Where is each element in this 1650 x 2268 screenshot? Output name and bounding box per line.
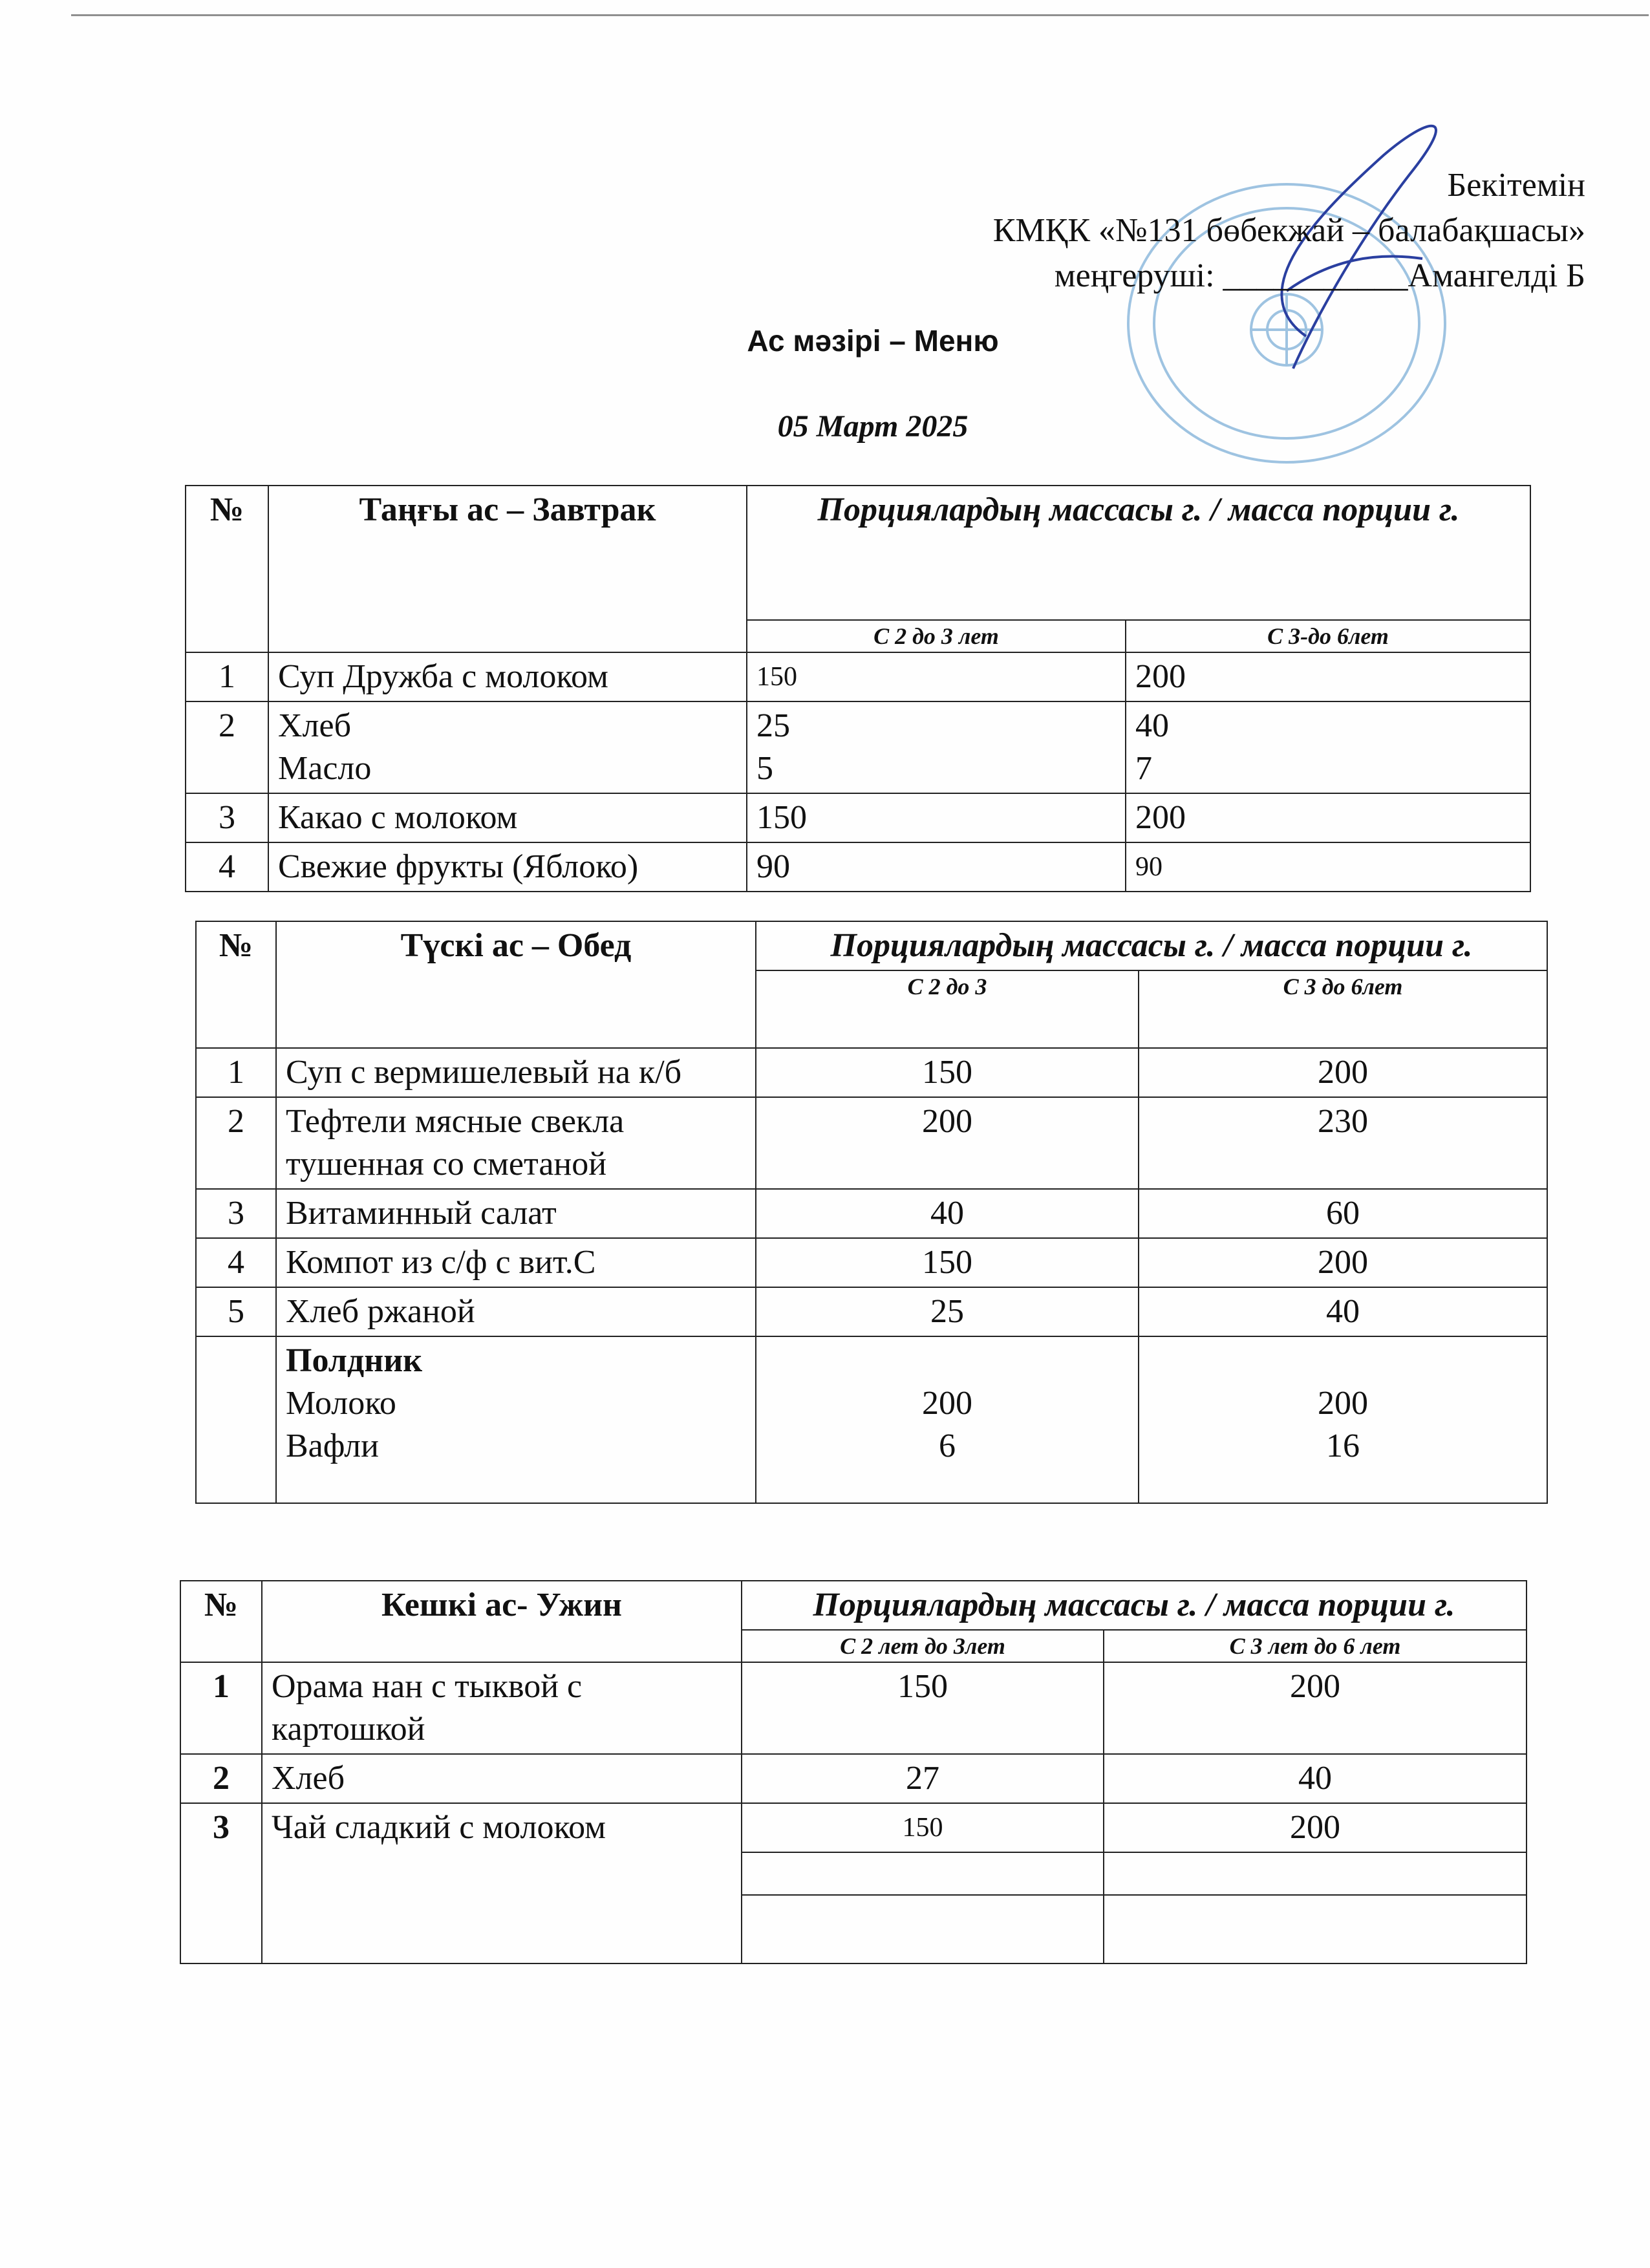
dish-name: Суп Дружба с молоком [268,652,747,701]
portion-age2: 40 [1104,1754,1527,1803]
col-mass: Порциялардың массасы г. / масса порции г. [747,486,1530,620]
col-mass: Порциялардың массасы г. / масса порции г. [742,1581,1527,1630]
row-number: 1 [196,1048,276,1097]
row-number: 3 [180,1803,262,1963]
portion-age1: 27 [742,1754,1104,1803]
portion-age2 [1126,701,1530,793]
portion-value: 16 [1326,1428,1360,1464]
table-row [180,1754,1527,1803]
portion-value: 25 [756,707,790,744]
dish-name: Свежие фрукты (Яблоко) [268,842,747,892]
portion-age1: 25 [756,1287,1139,1336]
dish-name-line: Хлеб [278,707,352,744]
dish-name: Тефтели мясные свекла тушенная со сметаной [276,1097,756,1189]
row-number: 5 [196,1287,276,1336]
row-number-empty [196,1336,276,1503]
table-row [196,1287,1547,1336]
table-row [196,1097,1547,1189]
portion-value: 5 [756,750,773,787]
portion-age1: 40 [756,1189,1139,1238]
dinner-table [180,1580,1527,1964]
subheader-age2: С 3 до 6лет [1139,970,1547,1048]
portion-age2: 200 [1104,1662,1527,1754]
portion-age1: 90 [747,842,1126,892]
dish-name: Какао с молоком [268,793,747,842]
row-number: 1 [180,1662,262,1754]
menu-date: 05 Март 2025 [777,409,969,444]
row-number: 4 [186,842,268,892]
subheader-age1: С 2 до 3 лет [747,620,1126,652]
portion-age2: 230 [1139,1097,1547,1189]
portion-age1 [756,1336,1139,1503]
table-row [180,1803,1527,1852]
breakfast-table [185,485,1531,892]
portion-age2: 200 [1126,793,1530,842]
subheader-age1: С 2 до 3 [756,970,1139,1048]
snack-title: Полдник [286,1342,423,1379]
portion-age1: 150 [756,1238,1139,1287]
portion-value: 7 [1135,750,1152,787]
portion-age1: 150 [747,793,1126,842]
portion-age1: 150 [756,1048,1139,1097]
col-number: № [180,1581,262,1662]
page-title: Ас мәзірі – Меню [747,324,999,358]
table-row [196,1048,1547,1097]
table-row [186,793,1530,842]
portion-value: 40 [1135,707,1169,744]
portion-age2: 200 [1139,1048,1547,1097]
lunch-table [195,921,1548,1504]
dish-name-line: Молоко [286,1385,396,1422]
portion-age1: 150 [742,1803,1104,1852]
table-row [180,1662,1527,1754]
portion-age2 [1139,1336,1547,1503]
dish-name: Орама нан с тыквой с картошкой [262,1662,742,1754]
table-row [186,701,1530,793]
dish-name: Хлеб [262,1754,742,1803]
col-meal: Түскі ас – Обед [276,921,756,1048]
portion-age1: 200 [756,1097,1139,1189]
empty-cell [1104,1895,1527,1963]
approval-line1: Бекітемін [1447,167,1585,204]
dish-name: Чай сладкий с молоком [262,1803,742,1963]
portion-age2: 200 [1126,652,1530,701]
approval-line2: КМҚК «№131 бөбекжай – балабақшасы» [992,212,1585,249]
row-number: 2 [196,1097,276,1189]
row-number: 4 [196,1238,276,1287]
table-row-snack [196,1336,1547,1503]
portion-value: 6 [939,1428,956,1464]
table-row [186,842,1530,892]
portion-age2: 200 [1104,1803,1527,1852]
portion-age1: 150 [747,652,1126,701]
col-mass: Порциялардың массасы г. / масса порции г. [756,921,1547,970]
subheader-age2: С 3-до 6лет [1126,620,1530,652]
row-number: 3 [186,793,268,842]
dish-name: Витаминный салат [276,1189,756,1238]
row-number: 1 [186,652,268,701]
table-row [196,1238,1547,1287]
approval-line3: меңгеруші: ___________Амангелді Б [1054,257,1585,294]
col-number: № [186,486,268,652]
col-number: № [196,921,276,1048]
table-row [186,652,1530,701]
col-meal: Таңғы ас – Завтрак [268,486,747,652]
portion-age1: 150 [742,1662,1104,1754]
dish-name: Хлеб ржаной [276,1287,756,1336]
dish-name: Суп с вермишелевый на к/б [276,1048,756,1097]
row-number: 3 [196,1189,276,1238]
empty-cell [1104,1852,1527,1895]
portion-value: 200 [922,1385,972,1422]
subheader-age1: С 2 лет до 3лет [742,1630,1104,1662]
portion-age2: 90 [1126,842,1530,892]
portion-value: 200 [1318,1385,1368,1422]
portion-age2: 60 [1139,1189,1547,1238]
dish-name-line: Вафли [286,1428,379,1464]
dish-name-line: Масло [278,750,372,787]
snack-items [276,1336,756,1503]
portion-age2: 40 [1139,1287,1547,1336]
portion-age2: 200 [1139,1238,1547,1287]
empty-cell [742,1895,1104,1963]
col-meal: Кешкі ас- Ужин [262,1581,742,1662]
empty-cell [742,1852,1104,1895]
dish-name: Компот из с/ф с вит.С [276,1238,756,1287]
approval-block [993,163,1585,299]
portion-age1 [747,701,1126,793]
table-row [196,1189,1547,1238]
row-number: 2 [186,701,268,793]
dish-name [268,701,747,793]
subheader-age2: С 3 лет до 6 лет [1104,1630,1527,1662]
scan-edge-line [71,14,1649,16]
row-number: 2 [180,1754,262,1803]
